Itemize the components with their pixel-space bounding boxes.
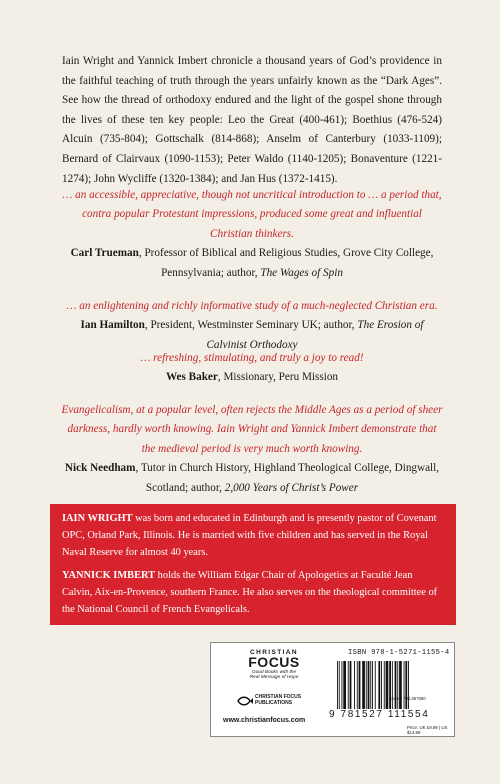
author-bio-panel	[50, 504, 456, 625]
endorsement-trueman	[60, 186, 444, 283]
barcode-panel	[210, 642, 455, 737]
endorser-role: , President, Westminster Seminary UK; author,	[144, 319, 358, 332]
endorsement-text: Evangelicalism, at a popular level, often rejects the Middle Ages as a period of sheer darkness, hardly worth knowing. Iain Wright and Yannick Imbert demonstrate that the medieval period is very much worth knowing.	[61, 404, 443, 455]
imprint-text	[255, 694, 301, 706]
christian-focus-wordmark	[241, 649, 307, 681]
publisher-url: www.christianfocus.com	[223, 717, 306, 724]
author-bio-text: was born and educated in Edinburgh and is presently pastor of Covenant OPC, Orland Park, Illinois. He is married with five children and has served in the Royal Naval Reserve for almost 40 years.	[62, 513, 437, 558]
endorser-name: Ian Hamilton	[80, 319, 145, 332]
barcode-digits: 9 781527 111554	[329, 709, 430, 720]
endorser-role: , Tutor in Church History, Highland Theological College, Dingwall, Scotland; author,	[135, 462, 440, 494]
imprint-line-2: PUBLICATIONS	[255, 700, 293, 706]
publisher-logo	[219, 649, 327, 733]
endorser-book: The Wages of Spin	[260, 266, 343, 279]
endorsement-needham	[60, 401, 444, 498]
logo-tagline-1: Good Books with the	[251, 670, 297, 675]
back-cover-blurb: Iain Wright and Yannick Imbert chronicle a thousand years of God’s providence in the faithful teaching of truth through the years unfairly known as the “Dark Ages”. See how the thread of orthodoxy endured and the light of the gospel shone through the lives of these ten key people: Leo the Great (400-461); Boethius (476-524) Alcuin (735-804); Gottschalk (814-868); Anselm of Canterbury (1033-1109); Bernard of Clairvaux (1090-1153); Peter Waldo (1140-1205); Bonaventure (1221-1274); John Wycliffe (1320-1384); and Jan Hus (1372-1415).	[62, 55, 442, 185]
endorsement-baker	[60, 349, 444, 388]
author-name: YANNICK IMBERT	[62, 570, 156, 582]
endorsement-attribution	[60, 459, 444, 498]
endorser-name: Nick Needham	[64, 462, 136, 475]
endorsement-text: … an enlightening and richly informative study of a much-neglected Christian era.	[66, 300, 438, 312]
endorsement-text: … an accessible, appreciative, though not uncritical introduction to … a period that, contra popular Protestant impressions, produced some great and influential Christian thinkers.	[62, 189, 442, 240]
logo-focus-text: FOCUS	[248, 654, 300, 670]
endorser-role: , Professor of Biblical and Religious Studies, Grove City College, Pennsylvania; author,	[138, 247, 434, 279]
endorsement-text: … refreshing, stimulating, and truly a joy to read!	[140, 352, 364, 364]
imprint-line-1: CHRISTIAN FOCUS	[255, 694, 302, 700]
endorser-name: Carl Trueman	[70, 247, 139, 260]
author-bio-imbert	[62, 568, 444, 618]
author-bio-text: holds the William Edgar Chair of Apologetics at Faculté Jean Calvin, Aix-en-Provence, southern France. He also serves on the theological committee of the National Council of French Evangelicals.	[62, 570, 438, 615]
endorsement-hamilton	[60, 297, 444, 355]
isbn-text: ISBN 978-1-5271-1155-4	[348, 649, 450, 657]
endorser-book: The Erosion of Calvinist Orthodoxy	[206, 319, 424, 351]
logo-christian-text: CHRISTIAN	[250, 649, 298, 656]
barcode-bars	[335, 661, 439, 709]
endorsement-attribution	[60, 244, 444, 283]
imprint-logo	[237, 693, 317, 711]
price-text: Price: UK £9.99 | US $13.99	[407, 725, 448, 735]
endorsement-attribution	[60, 368, 444, 387]
endorser-role: , Missionary, Peru Mission	[217, 371, 339, 384]
author-bio-wright	[62, 511, 444, 561]
author-name: IAIN WRIGHT	[62, 513, 133, 524]
category-code: Codes: REL067080	[389, 696, 426, 701]
endorser-name: Wes Baker	[165, 371, 218, 384]
logo-tagline-2: Real Message of Hope	[249, 675, 299, 681]
endorser-book: 2,000 Years of Christ’s Power	[224, 481, 359, 494]
fish-icon	[237, 695, 253, 707]
product-codes	[389, 696, 426, 701]
